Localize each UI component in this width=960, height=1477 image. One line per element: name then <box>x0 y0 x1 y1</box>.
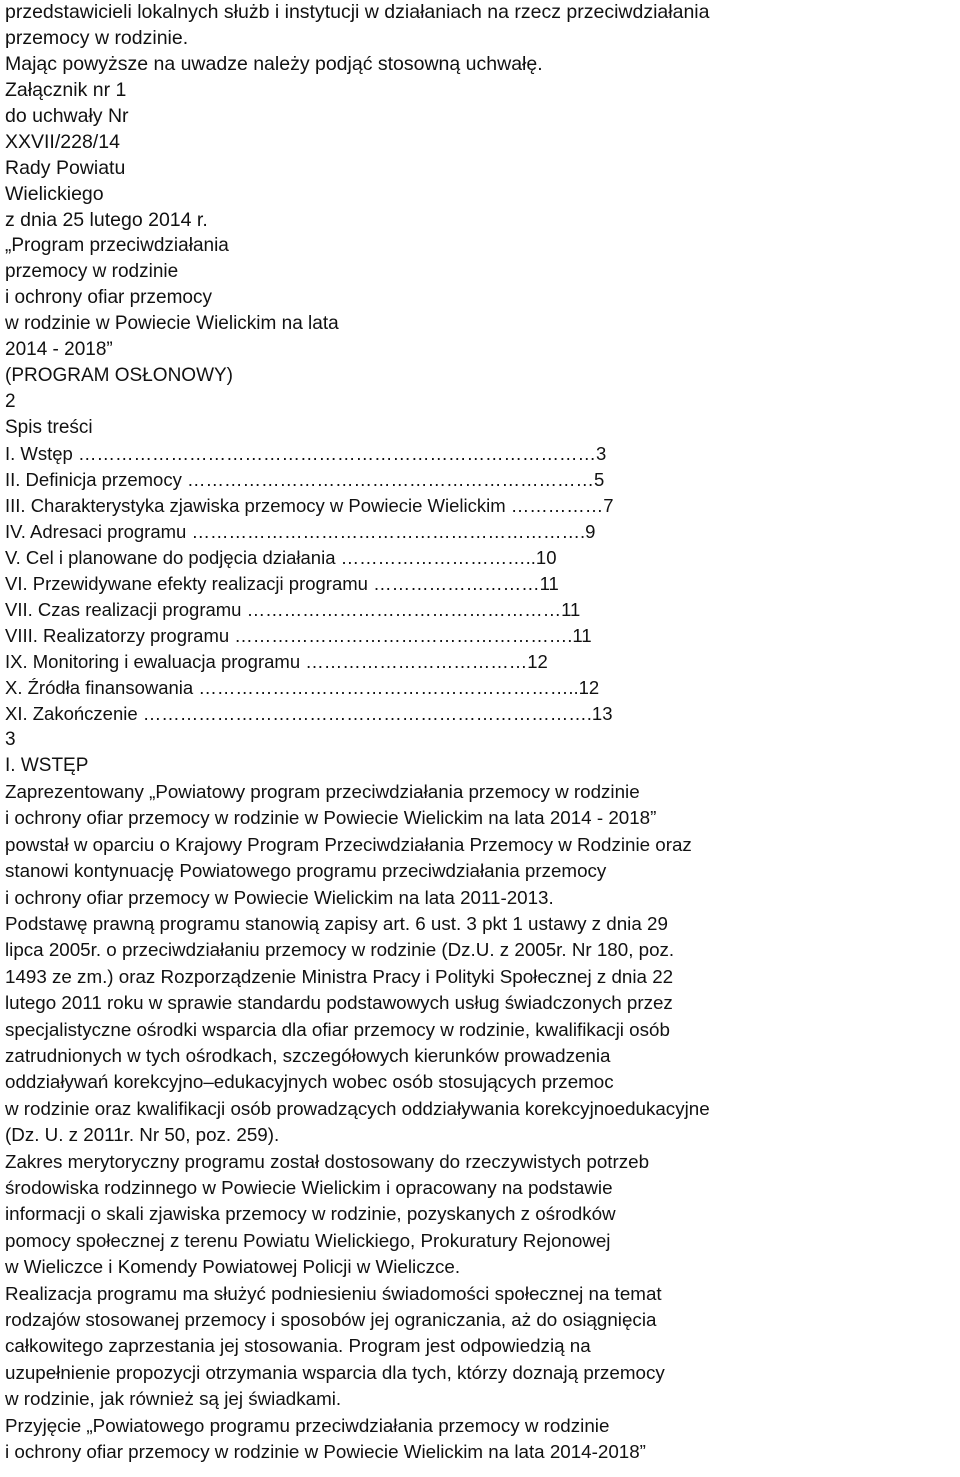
body-line: Zaprezentowany „Powiatowy program przeciwdziałania przemocy w rodzinie <box>5 781 640 802</box>
toc-item: II. Definicja przemocy …………………………………………………………5 <box>5 469 605 490</box>
toc-item: IV. Adresaci programu ……………………………………………………….9 <box>5 521 596 542</box>
toc-item: VI. Przewidywane efekty realizacji programu ………………………11 <box>5 573 559 594</box>
body-line: uzupełnienie propozycji otrzymania wsparcia dla tych, którzy doznają przemocy <box>5 1362 665 1383</box>
intro-line: Mając powyższe na uwadze należy podjąć stosowną uchwałę. <box>5 53 543 75</box>
intro-line: przemocy w rodzinie. <box>5 27 189 49</box>
program-title: i ochrony ofiar przemocy <box>5 287 212 308</box>
body-line: rodzajów stosowanej przemocy i sposobów jej ograniczania, aż do osiągnięcia <box>5 1309 657 1330</box>
body-line: (Dz. U. z 2011r. Nr 50, poz. 259). <box>5 1124 280 1145</box>
annex-heading: Załącznik nr 1 <box>5 79 127 101</box>
program-title: przemocy w rodzinie <box>5 261 179 282</box>
body-line: całkowitego zaprzestania jej stosowania. Program jest odpowiedzią na <box>5 1335 591 1356</box>
body-line: 1493 ze zm.) oraz Rozporządzenie Ministra Pracy i Polityki Społecznej z dnia 22 <box>5 966 674 987</box>
intro-line: przedstawicieli lokalnych służb i instytucji w działaniach na rzecz przeciwdziałania <box>5 1 710 23</box>
toc-heading: Spis treści <box>5 417 93 438</box>
annex-heading: Rady Powiatu <box>5 157 126 179</box>
body-line: Zakres merytoryczny programu został dostosowany do rzeczywistych potrzeb <box>5 1151 650 1172</box>
body-line: zatrudnionych w tych ośrodkach, szczegółowych kierunków prowadzenia <box>5 1045 611 1066</box>
body-line: lutego 2011 roku w sprawie standardu podstawowych usług świadczonych przez <box>5 992 673 1013</box>
body-line: informacji o skali zjawiska przemocy w rodzinie, pozyskanych z ośrodków <box>5 1203 616 1224</box>
toc-item: VII. Czas realizacji programu ……………………………………………11 <box>5 599 581 620</box>
section-heading: I. WSTĘP <box>5 755 89 776</box>
annex-heading: Wielickiego <box>5 183 104 205</box>
toc-item: III. Charakterystyka zjawiska przemocy w Powiecie Wielickim ……………7 <box>5 495 614 516</box>
body-line: w Wieliczce i Komendy Powiatowej Policji w Wieliczce. <box>5 1256 461 1277</box>
body-line: stanowi kontynuację Powiatowego programu przeciwdziałania przemocy <box>5 860 607 881</box>
body-line: i ochrony ofiar przemocy w rodzinie w Powiecie Wielickim na lata 2014 - 2018” <box>5 807 657 828</box>
body-line: pomocy społecznej z terenu Powiatu Wielickiego, Prokuratury Rejonowej <box>5 1230 611 1251</box>
body-line: lipca 2005r. o przeciwdziałaniu przemocy w rodzinie (Dz.U. z 2005r. Nr 180, poz. <box>5 939 675 960</box>
toc-item: IX. Monitoring i ewaluacja programu ………………………………12 <box>5 651 548 672</box>
program-title: „Program przeciwdziałania <box>5 235 229 256</box>
toc-item: X. Źródła finansowania ……………………………………………………..12 <box>5 677 600 698</box>
program-subtitle: (PROGRAM OSŁONOWY) <box>5 365 234 386</box>
body-line: oddziaływań korekcyjno–edukacyjnych wobec osób stosujących przemoc <box>5 1071 614 1092</box>
body-line: Realizacja programu ma służyć podniesieniu świadomości społecznej na temat <box>5 1283 662 1304</box>
program-title: 2014 - 2018” <box>5 339 113 360</box>
toc-item: XI. Zakończenie ……………………………………………………………….13 <box>5 703 613 724</box>
page-number: 3 <box>5 729 16 750</box>
body-line: środowiska rodzinnego w Powiecie Wielickim i opracowany na podstawie <box>5 1177 613 1198</box>
page-number: 2 <box>5 391 16 412</box>
body-line: Podstawę prawną programu stanowią zapisy art. 6 ust. 3 pkt 1 ustawy z dnia 29 <box>5 913 668 934</box>
program-title: w rodzinie w Powiecie Wielickim na lata <box>5 313 339 334</box>
body-line: powstał w oparciu o Krajowy Program Przeciwdziałania Przemocy w Rodzinie oraz <box>5 834 692 855</box>
body-line: specjalistyczne ośrodki wsparcia dla ofiar przemocy w rodzinie, kwalifikacji osób <box>5 1019 670 1040</box>
toc-item: VIII. Realizatorzy programu ……………………………………………….11 <box>5 625 592 646</box>
body-line: i ochrony ofiar przemocy w rodzinie w Powiecie Wielickim na lata 2014-2018” <box>5 1441 646 1462</box>
body-line: Przyjęcie „Powiatowego programu przeciwdziałania przemocy w rodzinie <box>5 1415 610 1436</box>
body-line: w rodzinie oraz kwalifikacji osób prowadzących oddziaływania korekcyjnoedukacyjne <box>5 1098 710 1119</box>
toc-item: I. Wstęp …………………………………………………………………………3 <box>5 443 607 464</box>
toc-item: V. Cel i planowane do podjęcia działania …………………………..10 <box>5 547 557 568</box>
annex-heading: do uchwały Nr <box>5 105 129 127</box>
annex-heading: XXVII/228/14 <box>5 131 120 153</box>
body-line: i ochrony ofiar przemocy w Powiecie Wielickim na lata 2011-2013. <box>5 887 554 908</box>
annex-date: z dnia 25 lutego 2014 r. <box>5 209 208 231</box>
body-line: w rodzinie, jak również są jej świadkami. <box>5 1388 342 1409</box>
